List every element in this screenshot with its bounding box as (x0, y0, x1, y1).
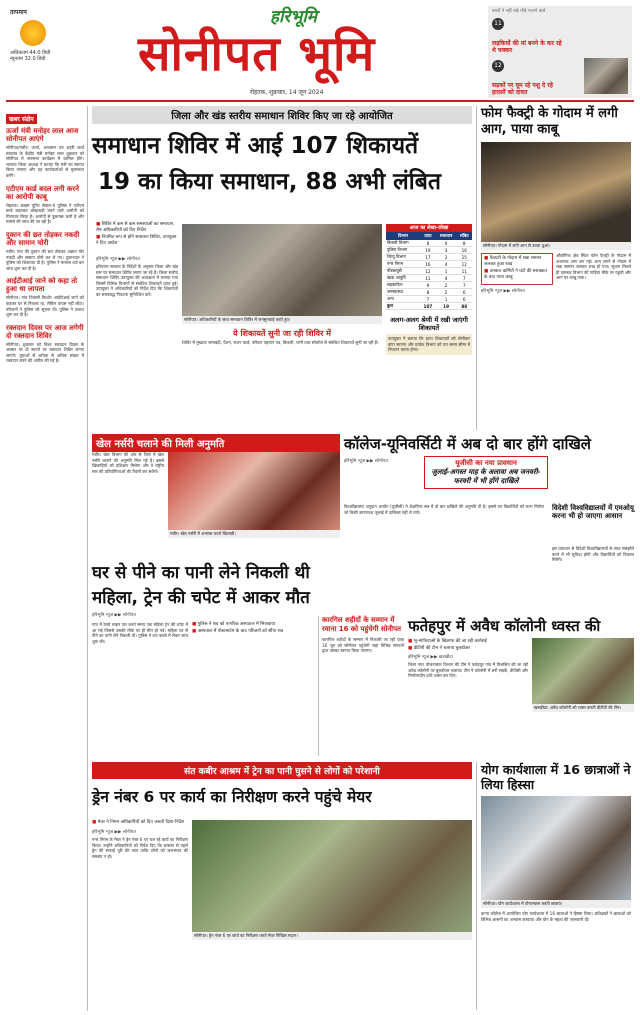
table-cell: 2 (436, 289, 457, 296)
table-cell: 0 (436, 240, 457, 247)
kargil-headline: कारगिल शहीदों के सम्मान में रवाना 16 को पहुंचेगी सोनीपत (322, 616, 402, 633)
table-cell: 88 (457, 303, 473, 310)
brief-body: रोहतक। क्राइम यूनिट सेक्टर-9 पुलिस ने एटीएम कार्ड बदलकर धोखाधड़ी करने वाले आरोपी को गिरफ्तार किया है। आरोपी से पूछताछ जारी है और मामले की जांच की जा रही है। (6, 202, 84, 225)
brief-item[interactable] (6, 185, 84, 225)
table-cell: खाद्य आपूर्ति (386, 275, 420, 282)
sports-body: गन्नौर। खेल विभाग की ओर से जिले में खेल नर्सरी चलाने की अनुमति मिल गई है। इससे खिलाड़ियों को प्रशिक्षण मिलेगा और वे राष्ट्रीय स्तर की प्रतियोगिताओं की तैयारी कर सकेंगे। (92, 452, 164, 474)
teaser-photo-2 (584, 58, 628, 94)
yoga-photo-caption: सोनीपत। योग कार्यशाला में योगाभ्यास करती छात्राएं। (481, 900, 631, 908)
fire-headline: फोम फैक्ट्री के गोदाम में लगी आग, पाया काबू (481, 106, 618, 137)
table-cell: बिजली विभाग (386, 240, 420, 247)
table-header: विभाग (386, 232, 420, 240)
fire-byline: हरिभूमि न्यूज ▶▶ सोनीपत (481, 289, 525, 294)
sun-icon (20, 20, 46, 46)
fire-bullets (481, 253, 553, 285)
college-highlight-text: जुलाई-अगस्त माह के अलावा अब जनवरी-फरवरी में भी होंगे दाखिले (431, 468, 541, 485)
teaser-item[interactable] (492, 60, 582, 98)
brief-item[interactable] (6, 324, 84, 364)
table-cell: 17 (420, 254, 436, 261)
yoga-headline: योग कार्यशाला में 16 छात्राओं ने लिया हिस्सा (481, 762, 631, 792)
table-cell: 9 (420, 282, 436, 289)
table-row (386, 247, 472, 254)
table-cell: कुल (386, 303, 420, 310)
mayor-story[interactable] (92, 762, 472, 1010)
sports-headline: खेल नर्सरी चलाने की मिली अनुमति (92, 434, 340, 452)
brief-item[interactable] (6, 277, 84, 317)
brief-headline: ऊर्जा मंत्री मनोहर लाल आज सोनीपत आएंगे (6, 127, 79, 143)
colony-bullet: ■ भू-माफियाओं के खिलाफ की जा रही कार्रवाई (408, 639, 528, 645)
lead-photo-caption: सोनीपत। अधिकारियों के साथ समाधान शिविर में जनसुनवाई करते हुए। (182, 316, 382, 324)
train-headline-1: घर से पीने का पानी लेने निकली थी (92, 563, 310, 583)
max-temp: अधिकतम 44.0 डिग्री (10, 50, 51, 56)
brief-body: सोनीपत। गांव निवासी किशोर आईटीआई जाने को कहकर घर से निकला था, लेकिन वापस नहीं लौटा। परिजनों ने पुलिस को सूचना दी। पुलिस ने तलाश शुरू कर दी है। (6, 295, 84, 318)
lead-body-col (96, 256, 178, 298)
table-cell: 4 (436, 261, 457, 268)
table-cell: 7 (457, 282, 473, 289)
brand-logo: हरिभूमि (270, 7, 317, 27)
table-cell: 4 (436, 275, 457, 282)
table-cell: 11 (457, 268, 473, 275)
lead-sub-head: ये शिकायतें सुनी जा रही शिविर में (233, 329, 331, 338)
table-cell: अन्य (386, 296, 420, 303)
table-row (386, 282, 472, 289)
weather-box (10, 8, 74, 88)
teaser-number: 12 (492, 60, 504, 72)
table-cell: 1 (436, 268, 457, 275)
college-body: विश्वविद्यालय अनुदान आयोग (यूजीसी) ने शैक्षणिक सत्र में दो बार दाखिले की अनुमति दी है। इससे उन विद्यार्थियों को लाभ मिलेगा जो किसी कारणवश जुलाई में दाखिला नहीं ले पाते। (344, 504, 544, 515)
colony-headline: फतेहपुर में अवैध कॉलोनी ध्वस्त की (408, 617, 601, 635)
teaser-text: लड़कियों की मां बनने के कर रहे थे चक्कर (492, 40, 562, 54)
yoga-body: कन्या कॉलेज में आयोजित योग कार्यशाला में 16 छात्राओं ने हिस्सा लिया। प्रशिक्षकों ने छात्राओं को विभिन्न आसनों का अभ्यास करवाया और योग के महत्व की जानकारी दी। (481, 911, 631, 922)
table-cell: 19 (436, 303, 457, 310)
mayor-byline: हरिभूमि न्यूज ▶▶ सोनीपत (92, 830, 136, 835)
table-cell: 2 (436, 282, 457, 289)
lead-bullets (96, 222, 178, 248)
college-headline: कॉलेज-यूनिवर्सिटी में अब दो बार होंगे दाखिले (344, 435, 591, 453)
fire-photo-caption: सोनीपत। गोदाम में लगी आग से उठता धुआं। (481, 242, 631, 250)
lead-sub-body: शिविर में मुख्यतः जमाबंदी, पेंशन, राशन कार्ड, परिवार पहचान पत्र, बिजली, पानी तथा सीवरेज से संबंधित शिकायतें सुनी जा रही हैं। (182, 340, 379, 345)
college-side-head: विदेशी विश्वविद्यालयों में एमओयू करना भी हो जाएगा आसान (552, 504, 634, 520)
train-body: गांव में रेलवे लाइन पार करते समय एक महिला ट्रेन की चपेट में आ गई जिससे उसकी मौके पर ही मौत हो गई। महिला घर से पीने का पानी लेने निकली थी। पुलिस ने शव कब्जे में लेकर जांच शुरू की। (92, 622, 188, 644)
table-header: समाधान (436, 232, 457, 240)
mayor-kicker: संत कबीर आश्रम में ट्रेन का पानी घुसने से लोगों को परेशानी (92, 762, 472, 779)
teaser-text: सड़कों पर घूम रहे पशु दे रहे हादसों को दावत (492, 82, 553, 96)
table-header: लंबित (457, 232, 473, 240)
table-row (386, 296, 472, 303)
mayor-headline: ड्रेन नंबर 6 पर कार्य का निरीक्षण करने पहुंचे मेयर (92, 788, 372, 806)
table-cell: 7 (420, 296, 436, 303)
table-cell: पुलिस विभाग (386, 247, 420, 254)
colony-photo (532, 638, 634, 704)
teaser-box (488, 6, 632, 98)
lead-byline: हरिभूमि न्यूज ▶▶ सोनीपत (96, 257, 140, 262)
train-bullet: ■ पुलिस ने शव को नागरिक अस्पताल में भिजवाया (192, 622, 292, 628)
complaint-table (386, 224, 472, 355)
brief-item[interactable] (6, 127, 84, 179)
weather-label: तापमान (10, 9, 27, 16)
colony-bullets (408, 639, 528, 652)
colony-body: जिला नगर योजनाकार विभाग की टीम ने फतेहपुर गांव में विकसित की जा रही अवैध कॉलोनी पर बुलडोजर चलाया। टीम ने कॉलोनी में बनी सड़कें, डीपीसी और निर्माणाधीन ढांचे ध्वस्त कर दिए। (408, 662, 528, 679)
table-cell: 8 (457, 240, 473, 247)
dateline: रोहतक, शुक्रवार, 14 जून 2024 (250, 89, 324, 96)
table-cell: 6 (457, 289, 473, 296)
college-highlight-title: यूजीसी का नया प्रावधान (455, 459, 517, 467)
table-cell: सहकारिता (386, 282, 420, 289)
side-head: अलग-अलग श्रेणी में रखी जाएंगी शिकायतें (390, 316, 468, 332)
table-cell: 7 (457, 275, 473, 282)
lead-photo (182, 224, 382, 316)
table-row (386, 261, 472, 268)
train-headline-2: महिला, ट्रेन की चपेट में आकर मौत (92, 588, 310, 608)
table-row (386, 303, 472, 310)
masthead-rule (6, 100, 634, 102)
lead-story[interactable] (92, 106, 472, 430)
fire-photo (481, 142, 631, 242)
sports-photo-caption: गन्नौर। खेल नर्सरी में अभ्यास करते खिलाड़ी। (168, 530, 340, 538)
table-cell: 11 (420, 275, 436, 282)
table-cell: 8 (420, 240, 436, 247)
kargil-story[interactable] (318, 616, 404, 756)
lead-kicker: जिला और खंड स्तरीय समाधान शिविर किए जा रहे आयोजित (92, 106, 472, 124)
fire-body: औद्योगिक क्षेत्र स्थित फोम फैक्ट्री के गोदाम में अचानक आग लग गई। आग लगने से गोदाम में रखा सामान जलकर राख हो गया। सूचना मिलते ही दमकल विभाग की गाड़ियां मौके पर पहुंची और आग पर काबू पाया। (556, 253, 631, 281)
lead-headline-2: 19 का किया समाधान, 88 अभी लंबित (98, 169, 441, 195)
table-title: आज का लेखा-जोखा (386, 224, 472, 232)
train-bullet: ■ अस्पताल में पोस्टमार्टम के बाद परिजनों को सौंपा शव (192, 629, 292, 635)
teaser-number: 11 (492, 18, 504, 30)
table-row (386, 289, 472, 296)
table-cell: 3 (436, 247, 457, 254)
brief-body: गन्नौर। गांव की दुकान की छत तोड़कर अज्ञात चोर नकदी और सामान चोरी कर ले गए। दुकानदार ने पुलिस को शिकायत दी है। पुलिस ने मामला दर्ज कर जांच शुरू कर दी है। (6, 248, 84, 271)
kargil-body: कारगिल शहीदों के सम्मान में निकाली जा रही यात्रा 16 जून को सोनीपत पहुंचेगी जहां विभिन्न संगठनों द्वारा उसका स्वागत किया जाएगा। (322, 637, 404, 654)
lead-headline-1: समाधान शिविर में आई 107 शिकायतें (92, 133, 419, 159)
table-header: प्राप्त (420, 232, 436, 240)
train-bullets (192, 622, 292, 636)
table-cell: 16 (457, 247, 473, 254)
colony-byline: हरिभूमि न्यूज ▶▶ खरखौदा (408, 655, 453, 660)
table-cell: 1 (436, 296, 457, 303)
colony-photo-caption: खरखौदा। अवैध कॉलोनी को ध्वस्त करती डीटीपी की टीम। (532, 704, 634, 712)
min-temp: न्यूनतम 32.0 डिग्री (10, 56, 46, 62)
table-cell: रेवेन्यू विभाग (386, 254, 420, 261)
complaint-data-table (386, 232, 472, 310)
masthead (0, 0, 640, 100)
briefs-column (6, 106, 88, 1011)
fire-bullet: ■ फैक्टरी के गोदाम में रखा सामान जलकर हुआ राख (484, 256, 550, 268)
table-cell: 15 (457, 254, 473, 261)
brief-headline: आईटीआई जाने को कहा तो हुआ था लापता (6, 277, 78, 294)
table-cell: 19 (420, 247, 436, 254)
table-cell: 8 (420, 289, 436, 296)
table-cell: जनस्वास्थ्य (386, 289, 420, 296)
mayor-bullets (92, 820, 188, 859)
table-cell: 16 (420, 261, 436, 268)
side-body: उपायुक्त ने बताया कि प्राप्त शिकायतों को श्रेणीवार बांटा जाएगा और प्रत्येक विभाग को तय समय सीमा में निपटान करना होगा। (386, 334, 472, 355)
brief-body: सोनीपत। शुक्रवार को विश्व रक्तदान दिवस के अवसर पर दो स्थानों पर रक्तदान शिविर लगाए जाएंगे। युवाओं से अधिक से अधिक संख्या में रक्तदान करने की अपील की गई है। (6, 341, 84, 364)
table-cell: पीडब्ल्यूडी (386, 268, 420, 275)
mayor-body: नगर निगम के मेयर ने ड्रेन नंबर 6 पर चल रहे कार्य का निरीक्षण किया। उन्होंने अधिकारियों को निर्देश दिए कि बरसात से पहले ड्रेन की सफाई पूरी की जाए ताकि लोगों को जलभराव की समस्या न हो। (92, 837, 188, 859)
briefs-label: खबर संक्षेप (6, 114, 37, 124)
college-side-body: इस प्रावधान से विदेशी विश्वविद्यालयों के साथ समझौते करने में भी सुविधा होगी और विद्यार्थियों को विकल्प मिलेंगे। (552, 546, 634, 563)
table-cell: नगर निगम (386, 261, 420, 268)
lead-body: हरियाणा सरकार के निर्देशों के अनुसार जिला और खंड स्तर पर समाधान शिविर लगाए जा रहे हैं। जिला स्तरीय समाधान शिविर उपायुक्त की अध्यक्षता में लगाया गया जिसमें विभिन्न विभागों से संबंधित शिकायतें प्राप्त हुई। उपायुक्त ने अधिकारियों को निर्देश दिए कि शिकायतों का समयबद्ध निपटारा सुनिश्चित करें। (96, 264, 178, 297)
teaser-item[interactable] (492, 18, 582, 56)
brief-headline: एटीएम कार्ड बदल लगी करने का आरोपी काबू (6, 184, 80, 201)
fire-bullet: ■ दमकल कर्मियों ने घंटों की मशक्कत के बाद पाया काबू (484, 269, 550, 281)
brief-headline: रक्तदान दिवस पर आज लगेगी दो रक्तदान शिविर (6, 323, 84, 340)
train-byline: हरिभूमि न्यूज ▶▶ सोनीपत (92, 613, 136, 618)
table-row (386, 254, 472, 261)
lead-bullet: ■ नियमित रूप से होंगे समाधान शिविर, उपायुक्त ने दिए आदेश (96, 235, 178, 247)
teaser-photo-1 (584, 16, 628, 48)
mayor-bullet: ■ मेयर ने निगम अधिकारियों को दिए जरूरी दिशा-निर्देश (92, 820, 188, 826)
yoga-photo (481, 796, 631, 900)
table-cell: 2 (436, 254, 457, 261)
yoga-story[interactable] (476, 762, 634, 1010)
table-row (386, 275, 472, 282)
sports-photo (168, 452, 340, 530)
table-cell: 107 (420, 303, 436, 310)
colony-bullet: ■ डीटीपी की टीम ने चलाया बुलडोजर (408, 646, 528, 652)
table-cell: 6 (457, 296, 473, 303)
mayor-photo-caption: सोनीपत। ड्रेन नंबर 6 पर कार्य का निरीक्षण करते मेयर निखिल मदान। (192, 932, 472, 940)
table-row (386, 268, 472, 275)
table-cell: 12 (420, 268, 436, 275)
mayor-photo (192, 820, 472, 932)
sports-story[interactable] (92, 434, 340, 544)
college-highlight (424, 456, 548, 489)
brief-item[interactable] (6, 231, 84, 271)
paper-title: सोनीपत भूमि (138, 26, 376, 82)
brief-headline: दुकान की छत तोड़कर नकदी और सामान चोरी (6, 230, 80, 247)
lead-bullet: ■ शिविर में कम से कम समस्याओं का समाधान, शेष अधिकारियों को दिए निर्देश (96, 222, 178, 234)
college-byline: हरिभूमि न्यूज ▶▶ सोनीपत (344, 459, 388, 464)
table-cell: 12 (457, 261, 473, 268)
brief-body: सोनीपत/गन्नौर। ऊर्जा, आवासन एवं शहरी कार्य मंत्रालय के केंद्रीय मंत्री मनोहर लाल शुक्रवार को सोनीपत में जनसभा कार्यक्रम में शामिल होंगे। भाजपा जिला अध्यक्ष ने बताया कि मंत्री का स्वागत किया जाएगा और वह कार्यकर्ताओं से मुलाकात करेंगे। (6, 145, 84, 178)
teaser-intro: बच्चों ने नहीं रखे पौधे पालने वाले (492, 9, 546, 14)
colony-story[interactable] (408, 616, 634, 756)
fire-story[interactable] (476, 106, 634, 430)
